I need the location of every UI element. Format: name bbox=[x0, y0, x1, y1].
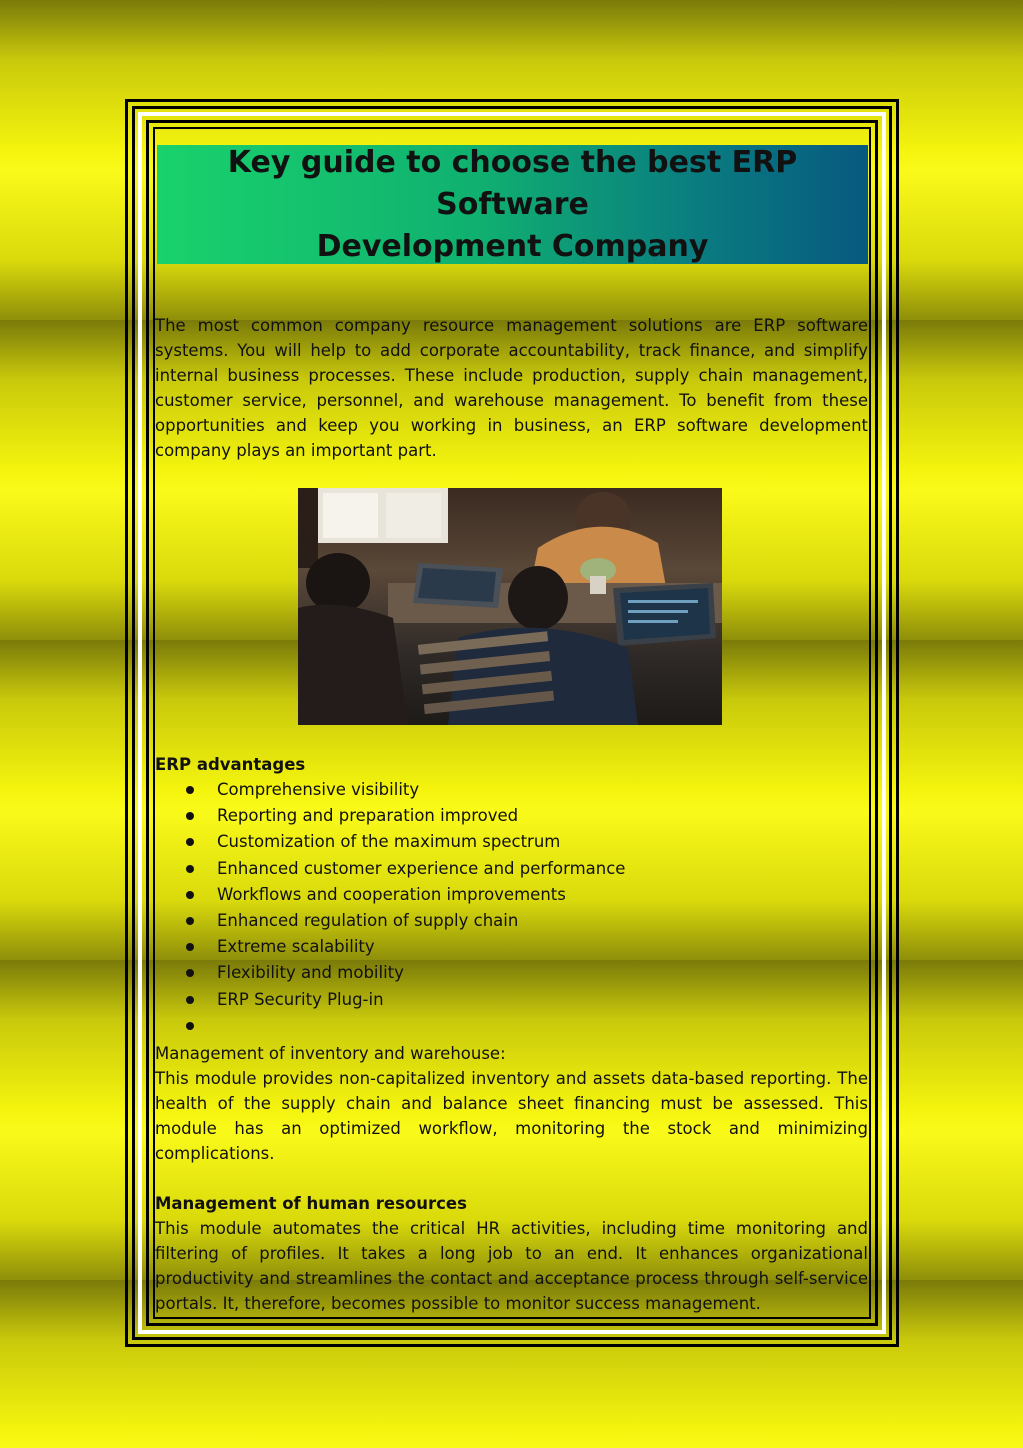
bullet-icon bbox=[186, 917, 194, 925]
list-item: Enhanced customer experience and performance bbox=[155, 856, 868, 882]
hr-heading: Management of human resources bbox=[155, 1194, 467, 1213]
list-item: Customization of the maximum spectrum bbox=[155, 829, 868, 855]
list-item: Flexibility and mobility bbox=[155, 960, 868, 986]
inventory-section bbox=[155, 1041, 868, 1166]
list-item: Enhanced regulation of supply chain bbox=[155, 908, 868, 934]
inventory-paragraph: This module provides non-capitalized inventory and assets data-based reporting. The health of the supply chain and balance sheet financing must be assessed. This module has an optimized workflow, monitoring the stock and minimizing complications. bbox=[155, 1069, 868, 1164]
bullet-icon bbox=[186, 812, 194, 820]
bullet-icon bbox=[186, 1022, 194, 1030]
team-working-photo bbox=[298, 488, 722, 725]
list-item: ERP Security Plug-in bbox=[155, 987, 868, 1013]
bullet-icon bbox=[186, 891, 194, 899]
advantages-heading: ERP advantages bbox=[155, 755, 306, 774]
bullet-icon bbox=[186, 996, 194, 1004]
inventory-heading: Management of inventory and warehouse: bbox=[155, 1044, 506, 1063]
bullet-icon bbox=[186, 865, 194, 873]
bullet-icon bbox=[186, 943, 194, 951]
list-item: Extreme scalability bbox=[155, 934, 868, 960]
bullet-icon bbox=[186, 786, 194, 794]
page-title-line-1: Key guide to choose the best ERP Software bbox=[227, 144, 798, 222]
list-item: Comprehensive visibility bbox=[155, 777, 868, 803]
page-title-line-2: Development Company bbox=[316, 228, 709, 264]
hr-paragraph: This module automates the critical HR activities, including time monitoring and filtering of profiles. It takes a long job to an end. It enhances organizational productivity and streamlines the contact and acceptance process through self-service portals. It, therefore, becomes possible to monitor success management. bbox=[155, 1219, 868, 1314]
bullet-icon bbox=[186, 838, 194, 846]
intro-paragraph: The most common company resource management solutions are ERP software systems. You will help to add corporate accountability, track finance, and simplify internal business processes. These include production, supply chain management, customer service, personnel, and warehouse management. To benefit from these opportunities and keep you working in business, an ERP software development company plays an important part. bbox=[155, 316, 868, 461]
advantages-list bbox=[155, 777, 868, 1039]
hr-section bbox=[155, 1191, 868, 1316]
list-item bbox=[155, 1013, 868, 1039]
title-banner bbox=[157, 145, 868, 264]
list-item: Workflows and cooperation improvements bbox=[155, 882, 868, 908]
advantages-section bbox=[155, 752, 868, 1039]
bullet-icon bbox=[186, 969, 194, 977]
intro-section bbox=[155, 313, 868, 464]
list-item: Reporting and preparation improved bbox=[155, 803, 868, 829]
